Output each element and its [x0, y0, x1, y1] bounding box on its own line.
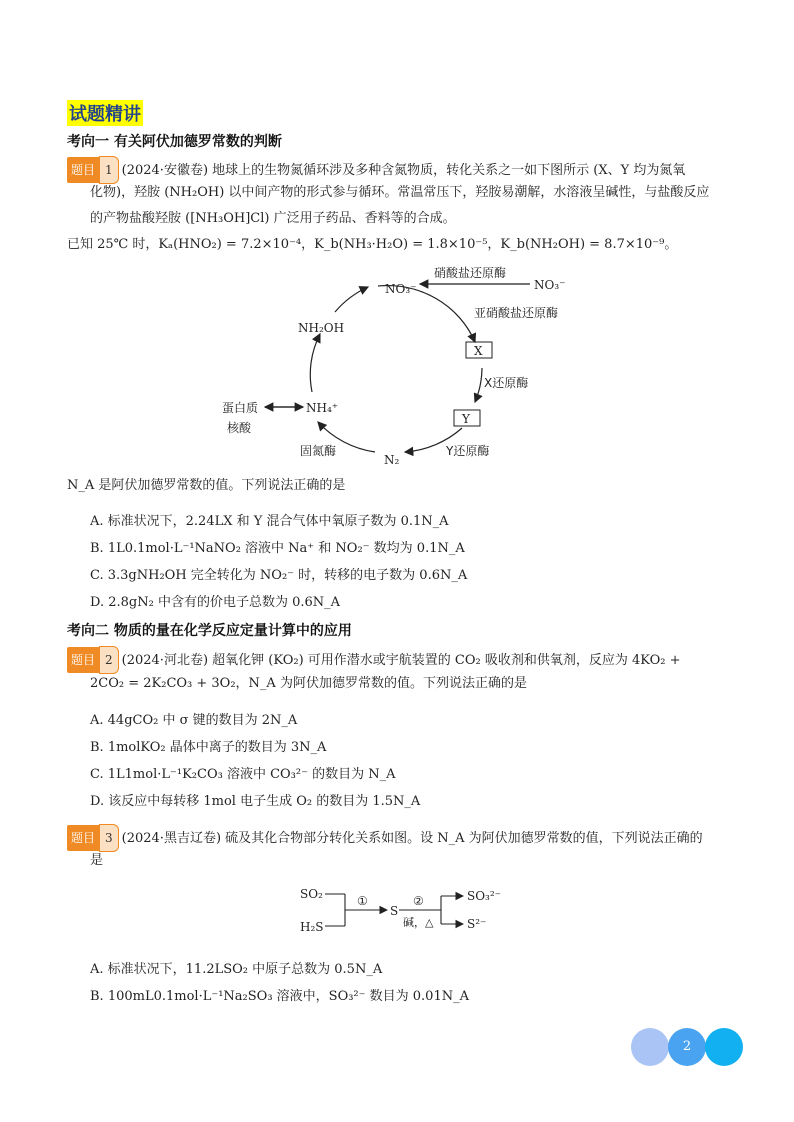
q2-option-c[interactable]: C. 1L1mol·L⁻¹K₂CO₃ 溶液中 CO₃²⁻ 的数目为 N_A — [90, 767, 396, 782]
label-no3-right: NO₃⁻ — [534, 278, 566, 292]
q1-option-c[interactable]: C. 3.3gNH₂OH 完全转化为 NO₂⁻ 时，转移的电子数为 0.6N_A — [90, 568, 468, 583]
label-nucleic-acid: 核酸 — [227, 421, 252, 435]
label-nh2oh: NH₂OH — [298, 321, 345, 335]
q2-option-d[interactable]: D. 该反应中每转移 1mol 电子生成 O₂ 的数目为 1.5N_A — [90, 794, 421, 809]
label-s: S — [390, 904, 399, 918]
q1-option-a[interactable]: A. 标准状况下，2.24LX 和 Y 混合气体中氧原子数为 0.1N_A — [90, 514, 449, 529]
label-y: Y — [462, 412, 470, 426]
question-badge: 题目 — [67, 157, 99, 183]
q3-option-b[interactable]: B. 100mL0.1mol·L⁻¹Na₂SO₃ 溶液中，SO₃²⁻ 数目为 0.01N_A — [90, 989, 469, 1004]
q1-line3: 的产物盐酸羟胺 ([NH₃OH]Cl) 广泛用子药品、香料等的合成。 — [90, 211, 456, 226]
label-y-reductase: Y还原酶 — [446, 444, 490, 458]
label-so2: SO₂ — [300, 887, 323, 901]
label-nitrite-reductase: 亚硝酸盐还原酶 — [474, 306, 559, 320]
q1-line1 — [67, 156, 685, 184]
label-x-reductase: X还原酶 — [484, 376, 529, 390]
arc-nh2oh-to-no3 — [335, 287, 368, 312]
q2-line2: 2CO₂ = 2K₂CO₃ + 3O₂，N_A 为阿伏加德罗常数的值。下列说法正确的是 — [90, 676, 527, 691]
label-nitrate-reductase: 硝酸盐还原酶 — [434, 266, 507, 280]
section-title: 试题精讲 — [67, 100, 143, 126]
label-so3: SO₃²⁻ — [467, 889, 502, 903]
q3-line2: 是 — [90, 853, 104, 868]
arc-nh4-to-nh2oh — [310, 334, 320, 392]
q2-option-a[interactable]: A. 44gCO₂ 中 σ 键的数目为 2N_A — [90, 713, 298, 728]
page-dot-3 — [705, 1028, 743, 1066]
label-n2: N₂ — [384, 453, 400, 467]
q3-text-1: (2024·黑吉辽卷) 硫及其化合物部分转化关系如图。设 N_A 为阿伏加德罗常数的值，下列说法正确的 — [121, 831, 703, 846]
question-badge: 题目 — [67, 825, 99, 851]
label-no3-top: NO₃⁻ — [385, 282, 417, 296]
nitrogen-cycle-diagram — [200, 262, 600, 472]
q3-line1 — [67, 824, 703, 852]
q1-option-b[interactable]: B. 1L0.1mol·L⁻¹NaNO₂ 溶液中 Na⁺ 和 NO₂⁻ 数均为 0.1N_A — [90, 541, 465, 556]
label-nitrogenase: 固氮酶 — [300, 444, 337, 458]
question-badge: 题目 — [67, 647, 99, 673]
label-step1: ① — [357, 894, 368, 908]
label-x: X — [474, 344, 483, 358]
topic-heading-1: 考向一 有关阿伏加德罗常数的判断 — [67, 134, 282, 150]
label-h2s: H₂S — [300, 920, 324, 934]
q1-text-1: (2024·安徽卷) 地球上的生物氮循环涉及多种含氮物质，转化关系之一如下图所示 (X、Y 均为氮氧 — [121, 163, 686, 178]
label-nh4: NH₄⁺ — [306, 401, 339, 415]
label-condition: 碱，△ — [403, 916, 434, 929]
label-protein: 蛋白质 — [222, 401, 259, 415]
label-s2: S²⁻ — [467, 917, 487, 931]
topic-heading-2: 考向二 物质的量在化学反应定量计算中的应用 — [67, 623, 352, 639]
q2-option-b[interactable]: B. 1molKO₂ 晶体中离子的数目为 3N_A — [90, 740, 327, 755]
q3-option-a[interactable]: A. 标准状况下，11.2LSO₂ 中原子总数为 0.5N_A — [90, 962, 383, 977]
question-number: 2 — [99, 646, 119, 674]
q2-text-1: (2024·河北卷) 超氧化钾 (KO₂) 可用作潜水或宇航装置的 CO₂ 吸收剂和供氧剂，反应为 4KO₂ + — [121, 653, 681, 668]
question-number: 1 — [99, 156, 119, 184]
q1-line2: 化物)，羟胺 (NH₂OH) 以中间产物的形式参与循环。常温常压下，羟胺易潮解，水溶液呈碱性，与盐酸反应 — [90, 185, 710, 200]
q2-line1 — [67, 646, 681, 674]
q1-stem: N_A 是阿伏加德罗常数的值。下列说法正确的是 — [67, 478, 346, 493]
page-indicator — [631, 1028, 749, 1066]
page-dot-1 — [631, 1028, 669, 1066]
q1-line4: 已知 25℃ 时，Kₐ(HNO₂) = 7.2×10⁻⁴，K_b(NH₃·H₂O) = 1.8×10⁻⁵，K_b(NH₂OH) = 8.7×10⁻⁹。 — [67, 237, 678, 252]
question-number: 3 — [99, 824, 119, 852]
sulfur-conversion-diagram — [295, 880, 505, 942]
page-number: 2 — [668, 1028, 706, 1066]
q1-option-d[interactable]: D. 2.8gN₂ 中含有的价电子总数为 0.6N_A — [90, 595, 341, 610]
arc-x-to-y — [475, 368, 482, 402]
label-step2: ② — [413, 894, 424, 908]
